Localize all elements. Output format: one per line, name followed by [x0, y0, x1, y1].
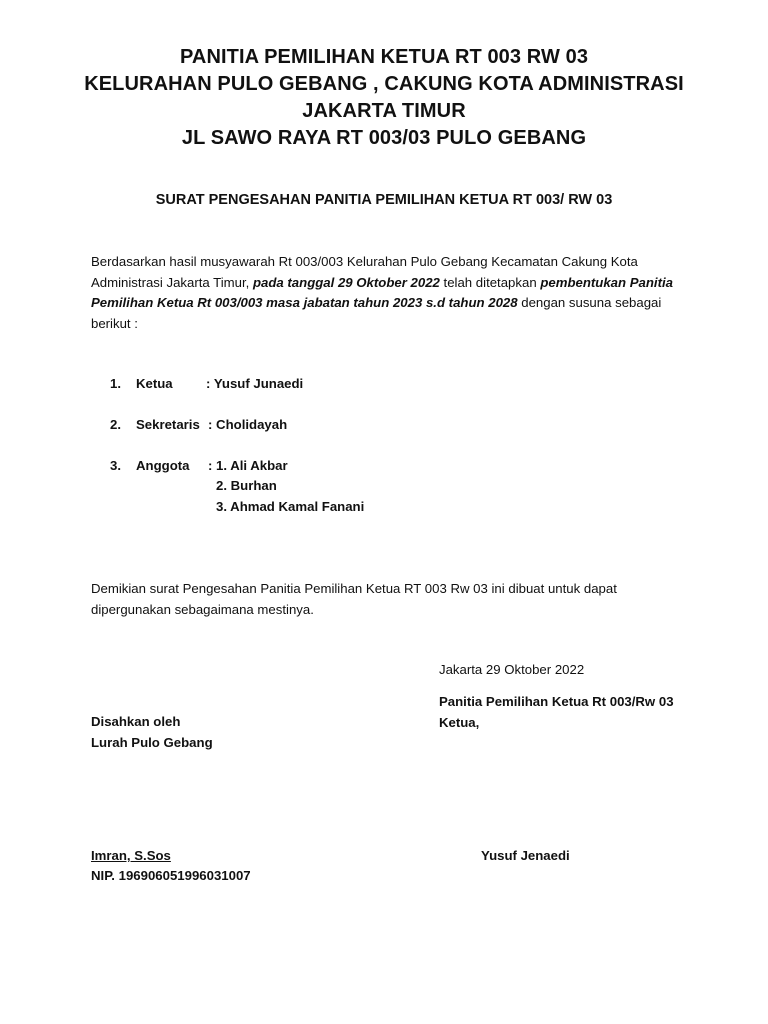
- committee-title: Panitia Pemilihan Ketua Rt 003/Rw 03: [439, 694, 674, 709]
- list-item: [110, 458, 288, 473]
- header-line-address: JL SAWO RAYA RT 003/03 PULO GEBANG: [181, 127, 587, 149]
- member-name: : Cholidayah: [208, 417, 288, 432]
- member-name: : 1. Ali Akbar: [208, 458, 288, 473]
- lurah-nip: NIP. 196906051996031007: [91, 868, 251, 883]
- lurah-name: Imran, S.Sos: [91, 848, 171, 863]
- list-number: 1.: [110, 376, 121, 391]
- body-text-formation: pembentukan Panitia Pemilihan Ketua Rt 003/003 masa jabatan tahun 2023 s.d tahun 2028: [91, 274, 673, 310]
- body-paragraph: [91, 252, 676, 334]
- approver-title: Lurah Pulo Gebang: [91, 735, 213, 750]
- body-text-date: pada tanggal 29 Oktober 2022: [252, 274, 440, 290]
- place-date: Jakarta 29 Oktober 2022: [439, 662, 585, 677]
- list-number: 3.: [110, 458, 121, 473]
- list-item: [216, 478, 277, 493]
- member-name: 3. Ahmad Kamal Fanani: [216, 499, 365, 514]
- list-item: [216, 499, 364, 514]
- list-number: 2.: [110, 417, 121, 432]
- list-item: [110, 417, 287, 432]
- list-item: [110, 376, 303, 391]
- letter-header: [0, 44, 768, 152]
- header-line-committee: PANITIA PEMILIHAN KETUA RT 003 RW 03: [179, 46, 589, 68]
- body-text-part: dengan susuna sebagai berikut :: [91, 295, 662, 331]
- body-text-part: telah ditetapkan: [439, 274, 541, 290]
- role-label: Ketua: [136, 376, 173, 391]
- body-text-part: Berdasarkan hasil musyawarah Rt 003/003 Kelurahan Pulo Gebang Kecamatan Cakung Kota Administrasi Jakarta Timur,: [91, 254, 638, 290]
- header-line-kelurahan: KELURAHAN PULO GEBANG , CAKUNG KOTA ADMINISTRASI: [84, 73, 684, 95]
- approved-by-label: Disahkan oleh: [91, 714, 181, 729]
- closing-paragraph: Demikian surat Pengesahan Panitia Pemilihan Ketua RT 003 Rw 03 ini dibuat untuk dapat dipergunakan sebagaimana mestinya.: [91, 581, 617, 617]
- member-name: 2. Burhan: [216, 478, 277, 493]
- committee-role: Ketua,: [439, 715, 480, 730]
- letter-subtitle: SURAT PENGESAHAN PANITIA PEMILIHAN KETUA RT 003/ RW 03: [155, 192, 613, 208]
- ketua-name: Yusuf Jenaedi: [481, 848, 570, 863]
- role-label: Anggota: [136, 458, 190, 473]
- header-line-city: JAKARTA TIMUR: [302, 100, 466, 122]
- role-label: Sekretaris: [136, 417, 200, 432]
- member-name: : Yusuf Junaedi: [206, 376, 304, 391]
